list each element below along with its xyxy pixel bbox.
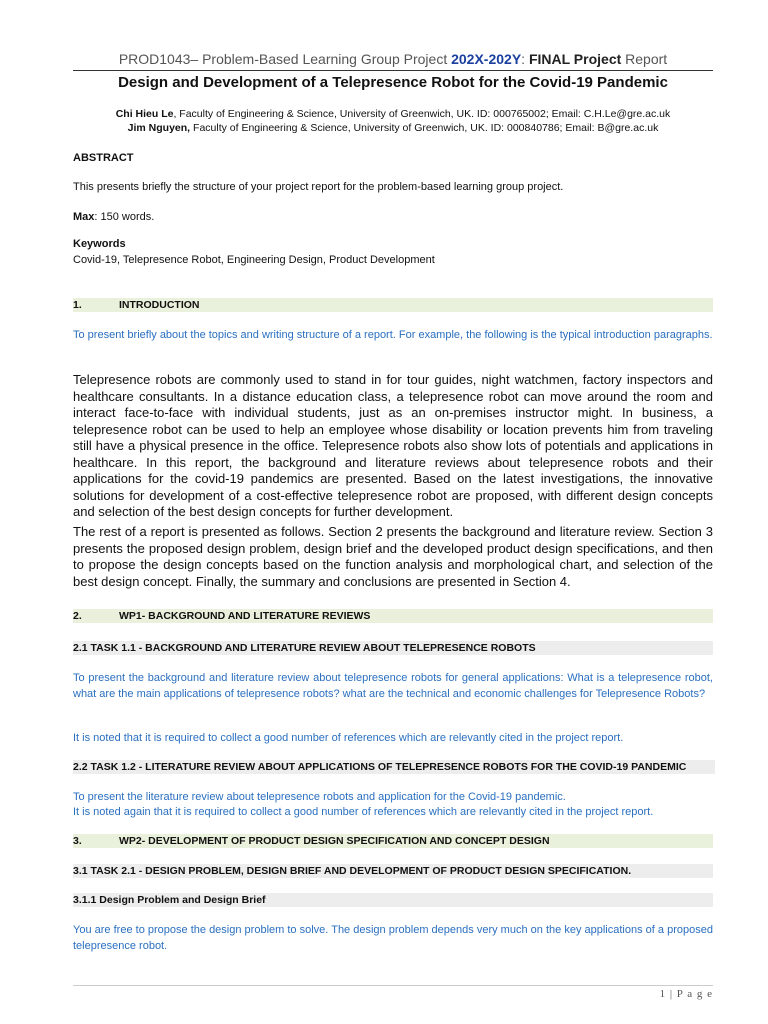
section-title: INTRODUCTION — [119, 299, 200, 311]
header-report: Report — [621, 51, 668, 67]
subsection-2-1-heading: 2.1 TASK 1.1 - BACKGROUND AND LITERATURE REVIEW ABOUT TELEPRESENCE ROBOTS — [73, 641, 713, 655]
intro-instruction-note: To present briefly about the topics and writing structure of a report. For example, the following is the typical introduction paragraphs. — [73, 329, 713, 341]
document-title: Design and Development of a Telepresence Robot for the Covid-19 Pandemic — [118, 74, 668, 91]
header-years: 202X-202Y — [451, 51, 522, 67]
author-name: Chi Hieu Le — [115, 108, 174, 120]
max-label: Max — [73, 211, 95, 223]
section-number: 1. — [73, 299, 82, 311]
header-course: PROD1043– Problem-Based Learning Group Project — [118, 51, 452, 67]
section-number: 3. — [73, 835, 82, 847]
section-1-heading — [73, 298, 713, 312]
author-line-2 — [73, 122, 713, 134]
page-label: P a g e — [676, 988, 713, 1000]
task-1-1-references-note: It is noted that it is required to collect a good number of references which are relevantly cited in the project report. — [73, 732, 624, 744]
keywords-heading: Keywords — [73, 238, 126, 250]
max-value: : 150 words. — [94, 211, 155, 223]
header-divider — [73, 70, 713, 71]
author-line-1 — [73, 108, 713, 120]
keywords-text: Covid-19, Telepresence Robot, Engineering Design, Product Development — [73, 254, 435, 266]
abstract-text: This presents briefly the structure of your project report for the problem-based learning group project. — [73, 181, 564, 193]
task-1-1-note: To present the background and literature review about telepresence robots for general applications: What is a telepresence robot, what are the main applications of telepresence robots? what are the technical and economic challenges for Telepresence Robots? — [73, 672, 713, 700]
abstract-max — [73, 211, 154, 223]
section-number: 2. — [73, 610, 82, 622]
design-problem-note: You are free to propose the design problem to solve. The design problem depends very much on the key applications of a proposed telepresence robot. — [73, 924, 713, 952]
page-separator: | — [666, 988, 677, 1000]
header-colon: : — [521, 51, 526, 67]
subsection-3-1-heading: 3.1 TASK 2.1 - DESIGN PROBLEM, DESIGN BRIEF AND DEVELOPMENT OF PRODUCT DESIGN SPECIFICATION. — [73, 864, 713, 878]
section-title: WP2- DEVELOPMENT OF PRODUCT DESIGN SPECIFICATION AND CONCEPT DESIGN — [119, 835, 550, 847]
author-details: , Faculty of Engineering & Science, University of Greenwich, UK. ID: 000765002; Email: C.H.Le@gre.ac.uk — [173, 108, 671, 120]
page-number: 1 — [659, 988, 667, 1000]
author-details: Faculty of Engineering & Science, University of Greenwich, UK. ID: 000840786; Email: B@gre.ac.uk — [190, 122, 659, 134]
section-2-heading — [73, 609, 713, 623]
author-name: Jim Nguyen, — [127, 122, 191, 134]
subsection-2-2-heading: 2.2 TASK 1.2 - LITERATURE REVIEW ABOUT APPLICATIONS OF TELEPRESENCE ROBOTS FOR THE COVID-19 PANDEMIC — [73, 760, 715, 774]
task-1-2-note: To present the literature review about telepresence robots and application for the Covid-19 pandemic. — [73, 791, 566, 803]
footer-divider — [73, 985, 713, 986]
section-title: WP1- BACKGROUND AND LITERATURE REVIEWS — [119, 610, 371, 622]
intro-paragraph-1: Telepresence robots are commonly used to stand in for tour guides, night watchmen, factory inspectors and healthcare consultants. In a distance education class, a telepresence robot can move around the room and interact face-to-face with individual students, just as an on-premises instructor might. In business, a telepresence robot can be used to help an employee whose disability or location prevents him from traveling still have a physical presence in the office. Telepresence robots also show lots of potentials and applications in healthcare. In this report, the background and literature reviews about telepresence robots and their applications for the covid-19 pandemics are presented. Based on the latest investigations, the innovative solutions for development of a cost-effective telepresence robot are proposed, with different design concepts and selection of the best design concepts for further development. — [73, 372, 713, 519]
subsection-3-1-1-heading: 3.1.1 Design Problem and Design Brief — [73, 893, 713, 907]
task-1-2-references-note: It is noted again that it is required to collect a good number of references which are relevantly cited in the project report. — [73, 806, 654, 818]
intro-paragraph-2: The rest of a report is presented as follows. Section 2 presents the background and literature review. Section 3 presents the proposed design problem, design brief and the developed product design specifications, and then to propose the design concepts based on the function analysis and morphological chart, and selection of the best design concept. Finally, the summary and conclusions are presented in Section 4. — [73, 524, 713, 589]
page-footer — [660, 988, 713, 1000]
section-3-heading — [73, 834, 713, 848]
abstract-heading: ABSTRACT — [73, 152, 134, 164]
header-final: FINAL Project — [525, 51, 622, 67]
page-header — [73, 51, 713, 67]
